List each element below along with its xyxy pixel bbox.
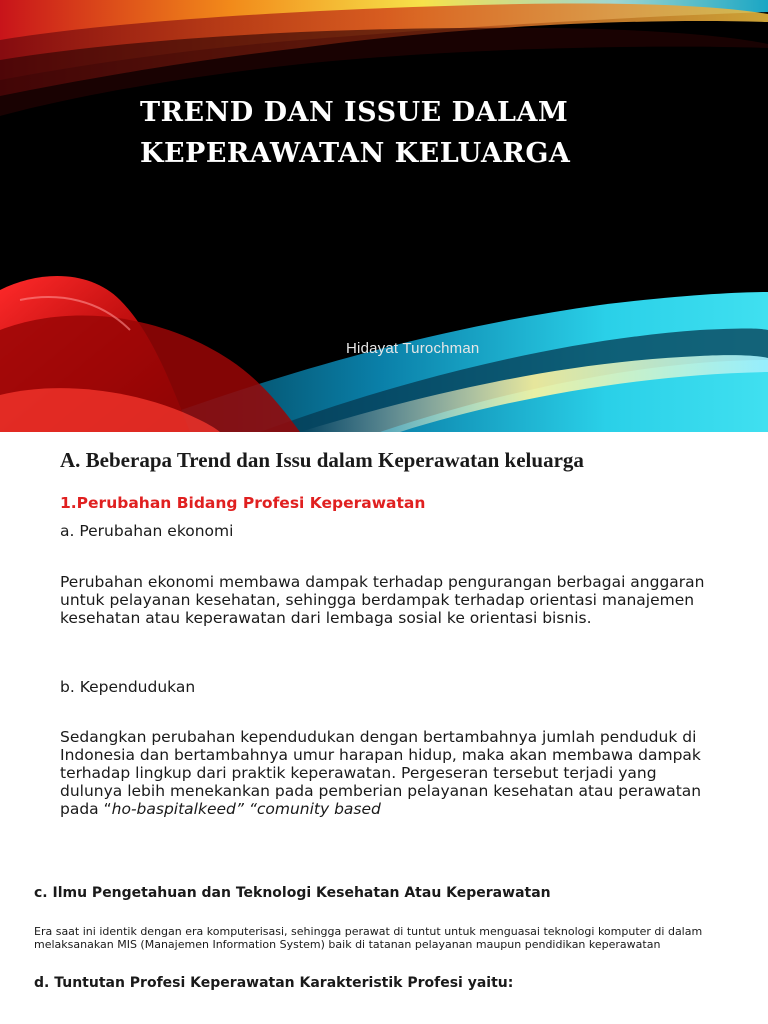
content-slide	[0, 432, 768, 1024]
subsection-title: 1.Perubahan Bidang Profesi Keperawatan	[60, 494, 426, 512]
item-a-title: a. Perubahan ekonomi	[60, 522, 234, 540]
title-slide	[0, 0, 768, 432]
item-d-title: d. Tuntutan Profesi Keperawatan Karakteristik Profesi yaitu:	[34, 975, 514, 991]
section-heading: A. Beberapa Trend dan Issu dalam Keperawatan keluarga	[60, 448, 584, 472]
author-name: Hidayat Turochman	[346, 340, 480, 357]
item-a-paragraph: Perubahan ekonomi membawa dampak terhadap pengurangan berbagai anggaran untuk pelayanan kesehatan, sehingga berdampak terhadap orientasi manajemen kesehatan atau keperawatan dari lembaga sosial ke orientasi bisnis.	[60, 573, 705, 627]
item-c-paragraph: Era saat ini identik dengan era komputerisasi, sehingga perawat di tuntut untuk menguasai teknologi komputer di dalam melaksanakan MIS (Manajemen Information System) baik di tatanan pelayanan maupun pendidikan keperawatan	[34, 925, 703, 951]
item-b-title: b. Kependudukan	[60, 678, 196, 696]
item-c-title: c. Ilmu Pengetahuan dan Teknologi Kesehatan Atau Keperawatan	[34, 885, 551, 901]
swoosh-background	[0, 0, 768, 432]
title-line-1: TREND DAN ISSUE DALAM	[140, 97, 569, 128]
presentation-title	[140, 92, 700, 174]
item-b-text: Sedangkan perubahan kependudukan dengan bertambahnya jumlah penduduk di Indonesia dan bertambahnya umur harapan hidup, maka akan membawa dampak terhadap lingkup dari praktik keperawatan. Pergeseran tersebut terjadi yang dulunya lebih menekankan pada pemberian pelayanan kesehatan atau perawatan pada “	[60, 728, 702, 818]
title-line-2: KEPERAWATAN KELUARGA	[140, 138, 571, 169]
item-b-italic-text: ho-baspitalkeed” “comunity based	[111, 800, 381, 818]
item-b-paragraph	[60, 728, 720, 818]
